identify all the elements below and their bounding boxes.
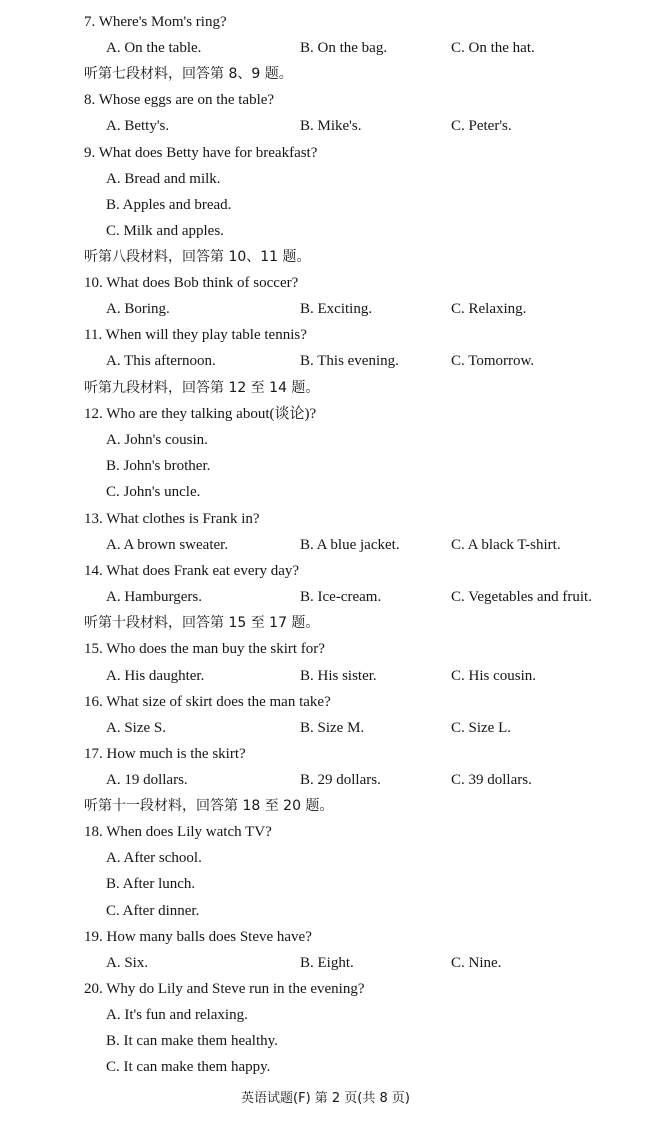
section-header-8 — [0, 246, 651, 268]
option-b: B. Mike's. — [300, 118, 362, 134]
option-a: A. John's cousin. — [106, 432, 208, 448]
section-header-7 — [0, 63, 651, 85]
section-instruction: 听第十段材料，回答第 15 至 17 题。 — [84, 615, 320, 631]
option-a: A. 19 dollars. — [106, 772, 188, 788]
question-10 — [0, 272, 651, 294]
option-12c — [0, 481, 651, 503]
question-15 — [0, 638, 651, 660]
option-a: A. A brown sweater. — [106, 537, 229, 553]
option-b: B. 29 dollars. — [300, 772, 381, 788]
option-18a — [0, 847, 651, 869]
option-c: C. Nine. — [451, 955, 502, 971]
section-header-11 — [0, 795, 651, 817]
option-a: A. Hamburgers. — [106, 589, 202, 605]
question-9 — [0, 142, 651, 164]
question-text: 19. How many balls does Steve have? — [84, 929, 312, 945]
section-instruction: 听第九段材料，回答第 12 至 14 题。 — [84, 380, 320, 396]
option-a: A. Six. — [106, 955, 149, 971]
option-18b — [0, 873, 651, 895]
question-8 — [0, 89, 651, 111]
option-b: B. John's brother. — [106, 458, 211, 474]
option-12b — [0, 455, 651, 477]
question-20 — [0, 978, 651, 1000]
option-a: A. Bread and milk. — [106, 171, 221, 187]
option-c: C. His cousin. — [451, 668, 537, 684]
option-b: B. Exciting. — [300, 301, 373, 317]
option-c: C. Peter's. — [451, 118, 512, 134]
option-a: A. Betty's. — [106, 118, 170, 134]
question-text: 10. What does Bob think of soccer? — [84, 275, 299, 291]
section-header-10 — [0, 612, 651, 634]
question-14 — [0, 560, 651, 582]
question-7 — [0, 11, 651, 33]
option-c: C. A black T-shirt. — [451, 537, 561, 553]
option-b: B. After lunch. — [106, 876, 196, 892]
question-text: 8. Whose eggs are on the table? — [84, 92, 275, 108]
question-text: 15. Who does the man buy the skirt for? — [84, 641, 325, 657]
question-17 — [0, 743, 651, 765]
option-b: B. Eight. — [300, 955, 354, 971]
option-b: B. Apples and bread. — [106, 197, 232, 213]
question-text: 20. Why do Lily and Steve run in the evening? — [84, 981, 365, 997]
option-9a — [0, 168, 651, 190]
option-b: B. It can make them healthy. — [106, 1033, 278, 1049]
option-a: A. Size S. — [106, 720, 166, 736]
options-15 — [0, 665, 651, 687]
question-11 — [0, 324, 651, 346]
question-13 — [0, 508, 651, 530]
question-text: 11. When will they play table tennis? — [84, 327, 307, 343]
option-a: A. Boring. — [106, 301, 170, 317]
option-12a — [0, 429, 651, 451]
section-header-9 — [0, 377, 651, 399]
option-c: C. 39 dollars. — [451, 772, 532, 788]
option-a: A. It's fun and relaxing. — [106, 1007, 248, 1023]
option-20a — [0, 1004, 651, 1026]
options-16 — [0, 717, 651, 739]
question-12 — [0, 403, 651, 425]
option-c: C. Size L. — [451, 720, 511, 736]
option-b: B. Ice-cream. — [300, 589, 382, 605]
options-7 — [0, 37, 651, 59]
option-c: C. Tomorrow. — [451, 353, 535, 369]
question-text: 12. Who are they talking about(谈论)? — [84, 406, 317, 422]
option-b: B. Size M. — [300, 720, 365, 736]
options-13 — [0, 534, 651, 556]
question-text: 16. What size of skirt does the man take? — [84, 694, 331, 710]
options-8 — [0, 115, 651, 137]
option-c: C. Relaxing. — [451, 301, 527, 317]
option-c: C. Vegetables and fruit. — [451, 589, 592, 605]
option-b: B. On the bag. — [300, 40, 388, 56]
option-c: C. After dinner. — [106, 903, 200, 919]
option-c: C. On the hat. — [451, 40, 535, 56]
section-instruction: 听第八段材料，回答第 10、11 题。 — [84, 249, 311, 265]
options-19 — [0, 952, 651, 974]
options-17 — [0, 769, 651, 791]
option-20b — [0, 1030, 651, 1052]
option-a: A. His daughter. — [106, 668, 205, 684]
option-9c — [0, 220, 651, 242]
question-16 — [0, 691, 651, 713]
option-b: B. This evening. — [300, 353, 399, 369]
page-footer: 英语试题(F) 第 2 页(共 8 页) — [241, 1091, 410, 1106]
question-text: 9. What does Betty have for breakfast? — [84, 145, 318, 161]
option-9b — [0, 194, 651, 216]
section-instruction: 听第七段材料，回答第 8、9 题。 — [84, 66, 293, 82]
option-a: A. After school. — [106, 850, 202, 866]
question-18 — [0, 821, 651, 843]
question-text: 18. When does Lily watch TV? — [84, 824, 272, 840]
option-b: B. His sister. — [300, 668, 377, 684]
question-text: 14. What does Frank eat every day? — [84, 563, 300, 579]
option-c: C. It can make them happy. — [106, 1059, 271, 1075]
question-text: 17. How much is the skirt? — [84, 746, 246, 762]
option-b: B. A blue jacket. — [300, 537, 400, 553]
option-20c — [0, 1056, 651, 1078]
question-19 — [0, 926, 651, 948]
question-text: 7. Where's Mom's ring? — [84, 14, 227, 30]
option-18c — [0, 900, 651, 922]
option-c: C. Milk and apples. — [106, 223, 224, 239]
options-10 — [0, 298, 651, 320]
options-14 — [0, 586, 651, 608]
option-a: A. On the table. — [106, 40, 202, 56]
question-text: 13. What clothes is Frank in? — [84, 511, 260, 527]
options-11 — [0, 350, 651, 372]
section-instruction: 听第十一段材料，回答第 18 至 20 题。 — [84, 798, 334, 814]
option-c: C. John's uncle. — [106, 484, 201, 500]
option-a: A. This afternoon. — [106, 353, 216, 369]
